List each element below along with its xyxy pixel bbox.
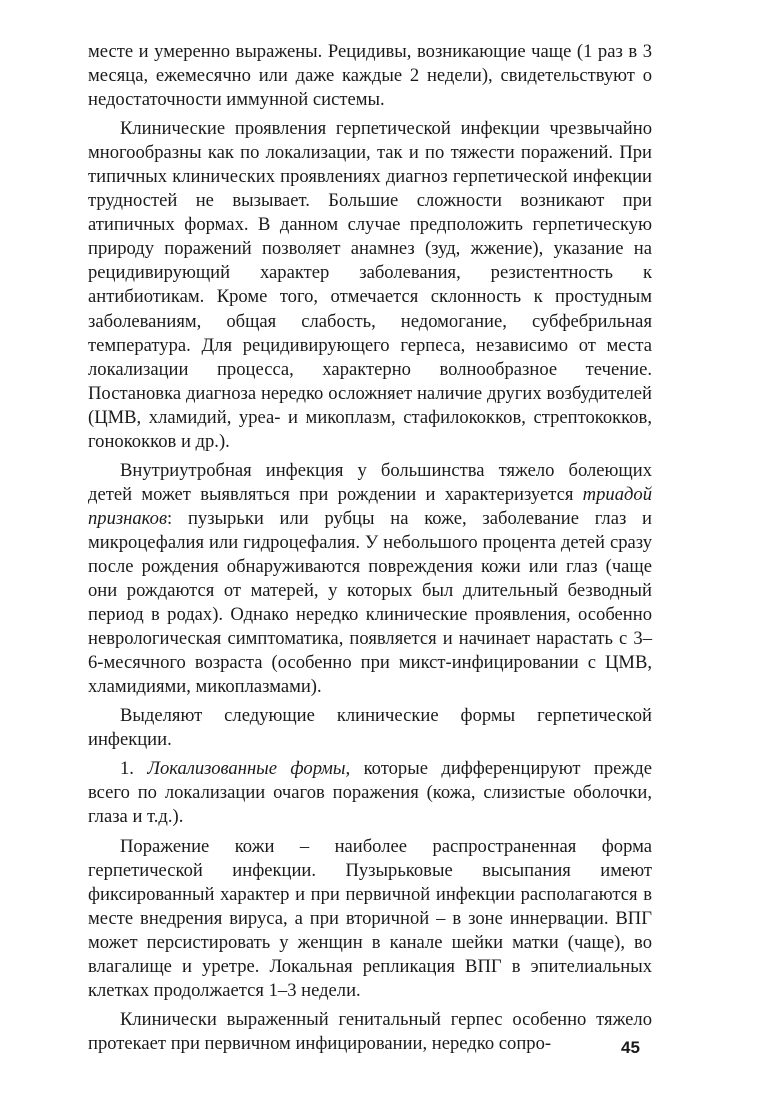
emphasis-localized-forms: Локализованные формы, [147, 758, 351, 780]
paragraph-genital-herpes: Клинически выраженный генитальный герпес особенно тяжело протекает при первичном инфицировании, нередко сопро- [88, 1008, 652, 1054]
paragraph-clinical-forms: Выделяют следующие клинические формы герпетической инфекции. [88, 705, 652, 751]
paragraph-continuation: месте и умеренно выражены. Рецидивы, возникающие чаще (1 раз в 3 месяца, ежемесячно или даже каждые 2 недели), свидетельствуют о недостаточности иммунной системы. [88, 41, 652, 111]
paragraph-localized-forms [88, 757, 652, 829]
paragraph-text-end: которые дифференцируют прежде всего по локализации очагов поражения (кожа, слизистые оболочки, глаза и т.д.). [88, 758, 652, 828]
paragraph-text-start: Внутриутробная инфекция у большинства тяжело болеющих детей может выявляться при рождении и характеризуется [88, 459, 652, 505]
paragraph-text-end: : пузырьки или рубцы на коже, заболевание глаз и микроцефалия или гидроцефалия. У небольшого процента детей сразу после рождения обнаруживаются повреждения кожи или глаз (чаще они рождаются от матерей, у которых был длительный безводный период в родах). Однако нередко клинические проявления, особенно неврологическая симптоматика, появляется и начинает нарастать с 3–6-месячного возраста (особенно при микст-инфицировании с ЦМВ, хламидиями, микоплазмами). [88, 507, 652, 698]
paragraph-clinical-manifestations: Клинические проявления герпетической инфекции чрезвычайно многообразны как по локализации, так и по тяжести поражений. При типичных клинических проявлениях диагноз герпетической инфекции трудностей не вызывает. Большие сложности возникают при атипичных формах. В данном случае предположить герпетическую природу поражений позволяет анамнез (зуд, жжение), указание на рецидивирующий характер заболевания, резистентность к антибиотикам. Кроме того, отмечается склонность к простудным заболеваниям, общая слабость, недомогание, субфебрильная температура. Для рецидивирующего герпеса, независимо от места локализации процесса, характерно волнообразное течение. Постановка диагноза нередко осложняет наличие других возбудителей (ЦМВ, хламидий, уреа- и микоплазм, стафилококков, стрептококков, гонококков и др.). [88, 118, 652, 452]
emphasis-triad: триадой признаков [88, 483, 652, 529]
list-number: 1. [120, 758, 148, 780]
paragraph-intrauterine-infection [88, 459, 652, 699]
page-number: 45 [621, 1038, 640, 1057]
paragraph-skin-lesion: Поражение кожи – наиболее распространенная форма герпетической инфекции. Пузырьковые высыпания имеют фиксированный характер и при первичной инфекции располагаются в месте внедрения вируса, а при вторичной – в зоне иннервации. ВПГ может персистировать у женщин в канале шейки матки (чаще), во влагалище и уретре. Локальная репликация ВПГ в эпителиальных клетках продолжается 1–3 недели. [88, 835, 652, 1001]
body-text [88, 40, 652, 1061]
